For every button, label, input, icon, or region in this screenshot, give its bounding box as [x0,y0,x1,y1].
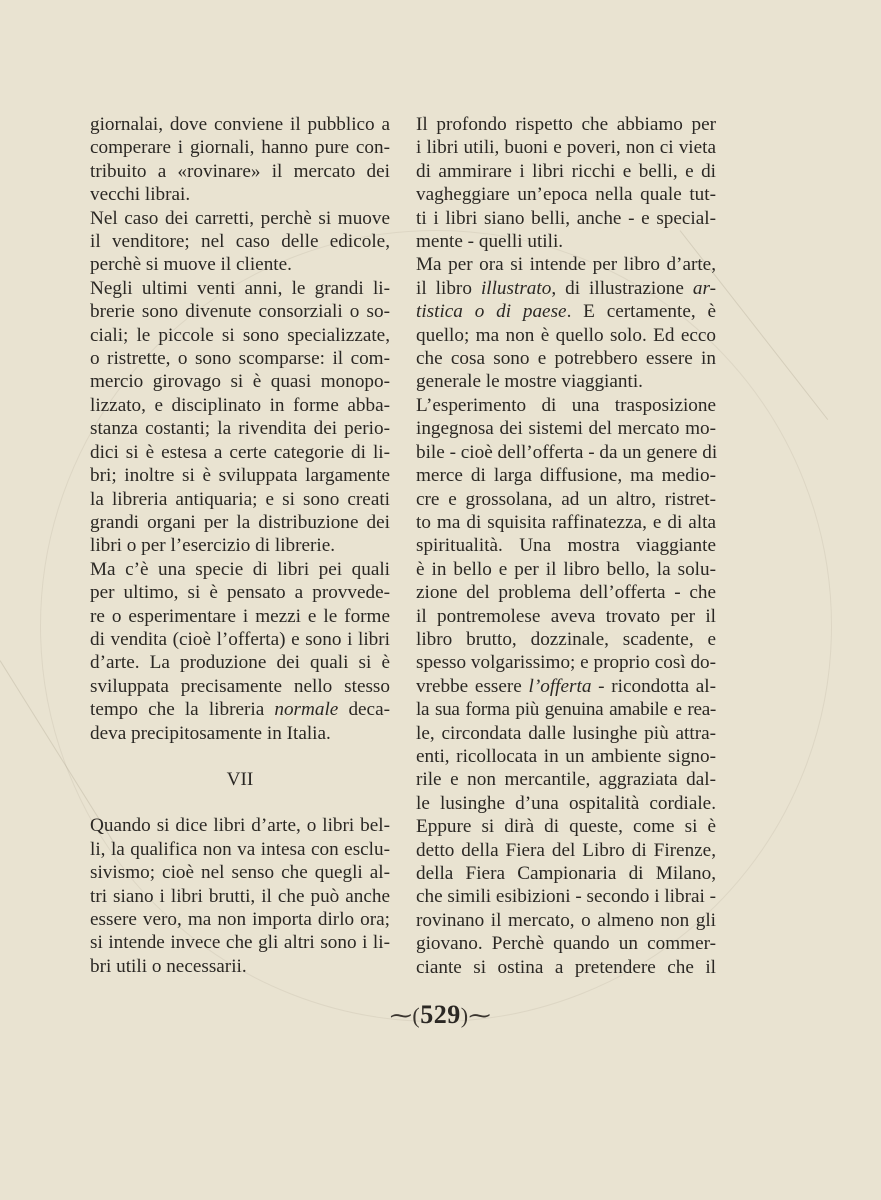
text-line: merce di larga diffusione, ma medio- [416,465,716,487]
text-line: tribuito a «rovinare» il mercato dei [90,160,390,182]
text-line: Eppure si dirà di queste, come si è [416,816,716,838]
text-line: bri; inoltre si è sviluppata largamente [90,465,390,487]
text-line: di vendita (cioè l’offerta) e sono i libri [90,628,390,650]
ornament-left-icon: ⁓( [389,1003,421,1028]
text-line: tempo che la libreria normale deca- [90,699,390,721]
text-line: ti i libri siano belli, anche - e special- [416,207,716,229]
text-line: libri o per l’esercizio di librerie. [90,535,336,557]
text-line: tistica o di paese. E certamente, è [416,301,716,323]
text-line: Il profondo rispetto che abbiamo per [416,114,716,135]
text-line: giornalai, dove conviene il pubblico a [90,114,390,135]
text-line: spiritualità. Una mostra viaggiante [416,535,716,557]
text-line: il pontremolese aveva trovato per il [416,605,716,627]
text-line: che simili esibizioni - secondo i librai - [416,886,717,908]
text-line: o ristrette, o sono scomparse: il com- [90,348,390,370]
text-line: enti, ricollocata in un ambiente signo- [416,745,716,767]
text-line: di ammirare i libri ricchi e belli, e di [416,160,716,182]
text-line: Quando si dice libri d’arte, o libri bel- [90,815,390,837]
text-line: libro brutto, dozzinale, scadente, e [416,628,716,650]
text-line: che cosa sono e potrebbero essere in [416,348,716,370]
text-line: si intende invece che gli altri sono i li- [90,932,390,954]
text-line: vrebbe essere l’offerta - ricondotta al- [416,675,717,697]
text-line: comperare i giornali, hanno pure con- [90,137,390,159]
text-line: giovano. Perchè quando un commer- [416,933,716,955]
page-number: 529 [420,1000,461,1029]
text-line: mente - quelli utili. [416,231,564,253]
text-line: grandi organi per la distribuzione dei [90,511,390,533]
text-line: lizzato, e disciplinato in forme abba- [90,394,390,416]
text-line: perchè si muove il cliente. [90,254,292,276]
italic-word: l’offerta [528,675,592,697]
text-line: vecchi librai. [90,184,191,206]
text-line: la libreria antiquaria; e si sono creati [90,488,390,510]
text-line: cre e grossolana, ad un altro, ristret- [416,488,716,510]
text-line: la sua forma più genuina amabile e rea- [416,699,716,721]
text-line: quello; ma non è quello solo. Ed ecco [416,324,716,346]
right-column [416,113,716,979]
text-line: Nel caso dei carretti, perchè si muove [90,207,390,229]
text-line: ciante si ostina a pretendere che il [416,956,716,978]
text-line: generale le mostre viaggianti. [416,371,643,393]
text-line: stanza costanti; la rivendita dei perio- [90,418,390,440]
text-line: le, circondata dalle lusinghe più attra- [416,722,716,744]
italic-word: tistica o di paese [416,301,567,323]
text-line: il libro illustrato, di illustrazione ar- [416,277,716,299]
text-line: è in bello e per il libro bello, la solu- [416,558,716,580]
text-line: ciali; le piccole si sono specializzate, [90,324,390,346]
text-line: rovinano il mercato, o almeno non gli [416,909,716,931]
text-line: dici si è estesa a certe categorie di li- [90,441,390,463]
text-line: rile e non mercantile, aggraziata dal- [416,769,716,791]
text-line: ingegnosa dei sistemi del mercato mo- [416,418,716,440]
italic-word: illustrato [480,277,552,299]
text-line: spesso volgarissimo; e proprio così do- [416,652,717,674]
text-line: d’arte. La produzione dei quali si è [90,652,390,674]
italic-word: normale [274,699,339,721]
left-column [90,113,390,978]
text-line: zione del problema dell’offerta - che [416,582,716,604]
text-line: bile - cioè dell’offerta - da un genere di [416,441,718,463]
section-heading: VII [226,768,254,790]
text-line: Ma c’è una specie di libri pei quali [90,558,390,580]
text-line: il venditore; nel caso delle edicole, [90,231,390,253]
text-line: detto della Fiera del Libro di Firenze, [416,839,716,861]
ornament-right-icon: )⁓ [460,1003,492,1028]
text-line: mercio girovago si è quasi monopo- [90,371,390,393]
text-line: Ma per ora si intende per libro d’arte, [416,254,716,276]
text-line: L’esperimento di una trasposizione [416,394,716,416]
text-line: to ma di squisita raffinatezza, e di alta [416,511,716,533]
text-line: sivismo; cioè nel senso che quegli al- [90,862,390,884]
text-line: per ultimo, si è pensato a provvede- [90,582,390,604]
text-line: sviluppata precisamente nello stesso [90,675,390,697]
italic-word: ar- [692,277,716,299]
text-line: bri utili o necessarii. [90,955,247,977]
text-line: della Fiera Campionaria di Milano, [416,863,716,884]
text-line: tri siano i libri brutti, il che può anche [90,885,390,907]
text-line: re o esperimentare i mezzi e le forme [90,605,390,627]
text-line: essere vero, ma non importa dirlo ora; [90,909,390,930]
text-line: i libri utili, buoni e poveri, non ci vieta [416,137,716,159]
page-number-footer [0,1000,881,1030]
text-line: li, la qualifica non va intesa con esclu- [90,838,390,860]
text-line: brerie sono divenute consorziali o so- [90,301,390,323]
text-line: Negli ultimi venti anni, le grandi li- [90,277,390,299]
text-line: deva precipitosamente in Italia. [90,722,331,744]
text-line: vagheggiare un’epoca nella quale tut- [416,184,716,206]
text-line: le lusinghe d’una ospitalità cordiale. [416,792,716,814]
